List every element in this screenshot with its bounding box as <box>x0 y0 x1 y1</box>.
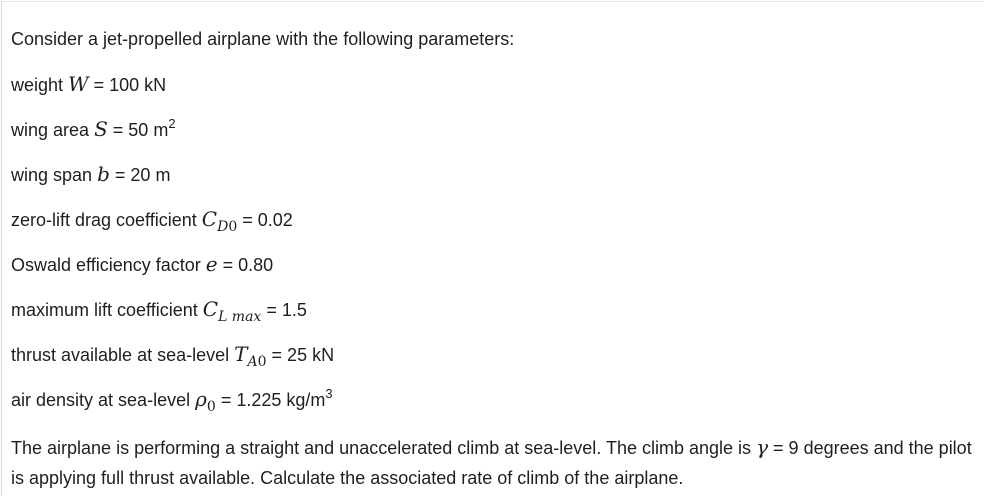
param-clmax-value: = 1.5 <box>266 300 307 320</box>
param-oswald-symbol: e <box>205 252 218 276</box>
param-cd0-symbol: C <box>201 207 218 231</box>
param-density-label: air density at sea-level <box>11 390 191 410</box>
param-weight-value: = 100 kN <box>93 75 167 95</box>
param-weight <box>11 73 166 96</box>
param-oswald-value: = 0.80 <box>222 255 274 275</box>
param-thrust-subscript-letter: A <box>247 354 258 370</box>
param-weight-label: weight <box>11 75 64 95</box>
param-density-value: = 1.225 kg/m <box>220 390 326 410</box>
param-wing-span <box>11 163 170 186</box>
param-thrust-subscript-digit: 0 <box>257 354 267 370</box>
param-oswald <box>11 253 273 276</box>
param-wing-area-label: wing area <box>11 120 90 140</box>
param-wing-span-value: = 20 m <box>114 165 171 185</box>
question-text-part1: The airplane is performing a straight and unaccelerated climb at sea-level. The climb angle is <box>11 438 752 458</box>
param-cd0 <box>11 208 293 233</box>
param-wing-span-symbol: b <box>97 162 110 186</box>
param-clmax <box>11 298 307 323</box>
climb-angle-symbol: γ <box>756 435 769 459</box>
param-clmax-label: maximum lift coefficient <box>11 300 198 320</box>
param-thrust-value: = 25 kN <box>271 345 335 365</box>
param-oswald-label: Oswald efficiency factor <box>11 255 201 275</box>
param-density-subscript: 0 <box>206 399 216 415</box>
param-weight-symbol: W <box>68 72 89 96</box>
param-density <box>11 388 333 413</box>
param-wing-span-label: wing span <box>11 165 93 185</box>
param-thrust <box>11 343 334 368</box>
param-cd0-label: zero-lift drag coefficient <box>11 210 197 230</box>
param-clmax-subscript: L max <box>218 309 262 325</box>
param-clmax-symbol: C <box>202 297 219 321</box>
param-cd0-subscript-digit: 0 <box>228 219 238 235</box>
intro-text: Consider a jet-propelled airplane with the following parameters: <box>11 29 515 49</box>
param-cd0-value: = 0.02 <box>242 210 293 230</box>
param-density-symbol: ρ <box>195 387 207 411</box>
param-thrust-symbol: T <box>234 342 248 366</box>
question-text-part2: = 9 degrees and the pilot is applying full thrust available. Calculate the associated rate of climb of the airplane. <box>11 438 972 488</box>
param-wing-area-symbol: S <box>94 117 108 141</box>
param-cd0-subscript-letter: D <box>217 219 229 235</box>
param-density-exponent: 3 <box>325 386 333 401</box>
param-wing-area <box>11 118 176 143</box>
question-paragraph <box>11 432 979 493</box>
param-thrust-label: thrust available at sea-level <box>11 345 230 365</box>
param-wing-area-exponent: 2 <box>168 116 176 131</box>
param-wing-area-value: = 50 m <box>112 120 169 140</box>
